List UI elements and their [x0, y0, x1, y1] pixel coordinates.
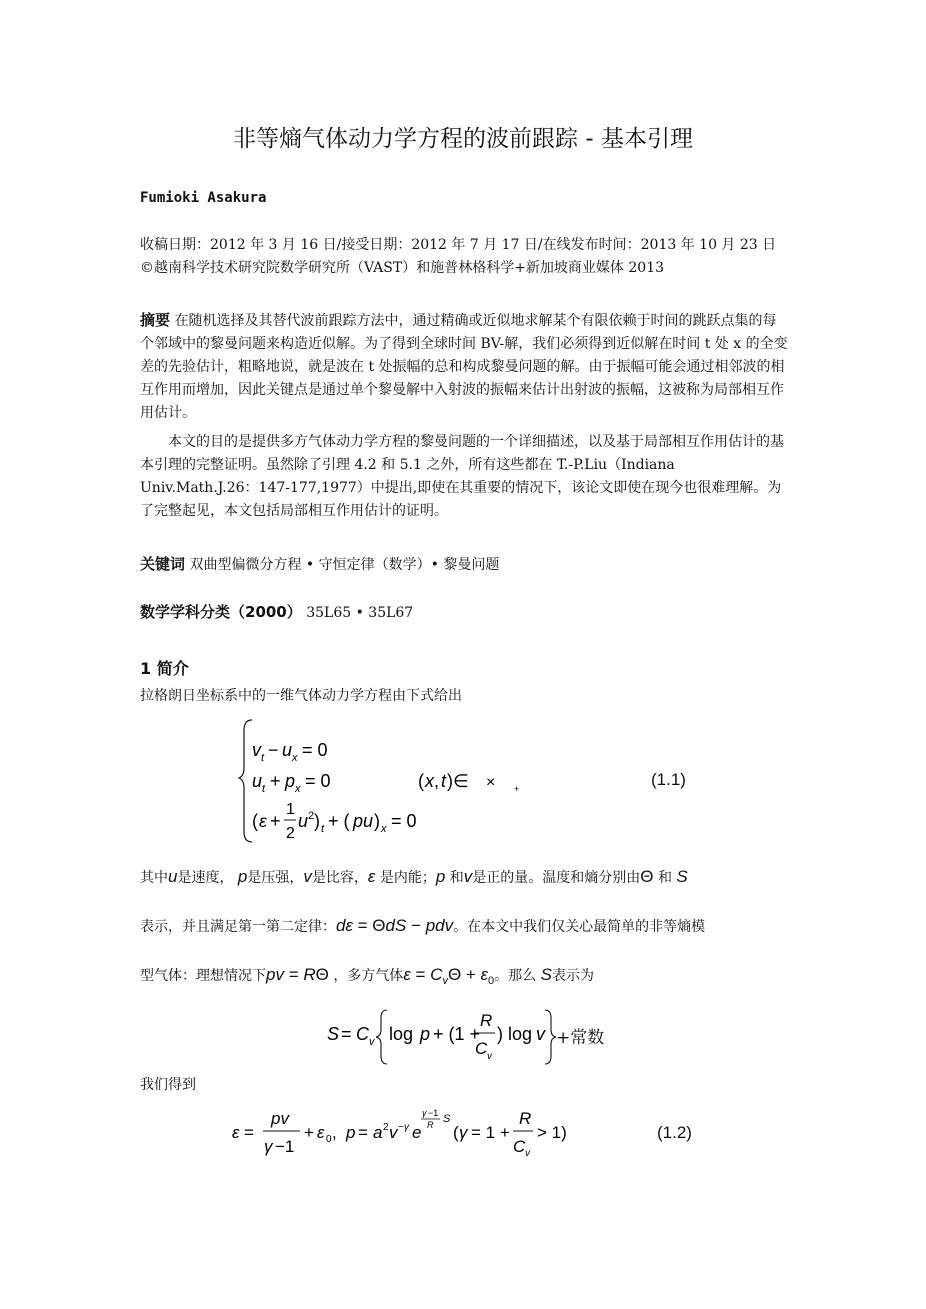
section-intro: 拉格朗日坐标系中的一维气体动力学方程由下式给出	[140, 688, 462, 704]
svg-text:pv: pv	[271, 1109, 289, 1128]
svg-text:v: v	[536, 1024, 545, 1044]
svg-text:γ: γ	[404, 1122, 409, 1133]
svg-text:u: u	[252, 771, 263, 791]
svg-text:= 0: = 0	[305, 771, 331, 791]
svg-text:2: 2	[383, 1122, 389, 1133]
svg-text:v: v	[369, 1036, 375, 1048]
svg-text:0: 0	[326, 1134, 332, 1145]
svg-text:,: ,	[332, 1123, 337, 1142]
svg-text:+: +	[304, 1123, 314, 1142]
svg-text:u: u	[298, 811, 309, 831]
svg-text:+: +	[270, 811, 281, 831]
svg-text:p: p	[420, 1024, 431, 1044]
svg-text:R: R	[480, 1011, 493, 1030]
equation-1-1	[236, 716, 706, 846]
svg-text:(: (	[418, 771, 424, 791]
svg-text:e: e	[412, 1123, 422, 1142]
svg-text:a: a	[373, 1123, 383, 1142]
svg-text:ε: ε	[259, 811, 267, 831]
svg-text:x: x	[292, 752, 298, 764]
svg-text:x: x	[295, 783, 301, 795]
abstract-paragraph-2: 本文的目的是提供多方气体动力学方程的黎曼问题的一个详细描述，以及基于局部相互作用估计的基本引理的完整证明。虽然除了引理 4.2 和 5.1 之外，所有这些都在 T.-P.Liu（Indiana Univ.Math.J.26：147-177,1977）中提出,即使在其重要的情况下，该论文即使在现今也很难理解。为了完整起见，本文包括局部相互作用估计的证明。	[140, 434, 784, 519]
svg-text:): )	[314, 811, 320, 831]
keywords-label: 关键词	[140, 555, 186, 573]
svg-text:R: R	[427, 1120, 434, 1130]
svg-text:t: t	[262, 783, 266, 795]
svg-text:R: R	[519, 1109, 532, 1128]
svg-text:p: p	[285, 771, 296, 791]
svg-text:= 1 +: = 1 +	[471, 1123, 510, 1142]
svg-text:S: S	[327, 1024, 340, 1044]
svg-text:γ: γ	[459, 1123, 468, 1142]
svg-text:+: +	[514, 784, 520, 794]
abstract	[140, 309, 788, 425]
variables-paragraph-line-1: 其中u是速度， p是压强，v是比容，ε 是内能；p 和v是正的量。温度和熵分别由Θ 和 S	[140, 867, 688, 886]
svg-text:=: =	[341, 1024, 352, 1044]
svg-text:C: C	[513, 1137, 526, 1156]
svg-text:−: −	[268, 740, 279, 760]
dates-line: 收稿日期：2012 年 3 月 16 日/接受日期：2012 年 7 月 17 日/在线发布时间：2013 年 10 月 23 日©越南科学技术研究院数学研究所（VAST）和施普林格科学+新加坡商业媒体 2013	[140, 237, 777, 276]
variables-paragraph-line-2: 表示，并且满足第一第二定律：dε = ΘdS − pdv。在本文中我们仅关心最简单的非等熵模	[140, 916, 706, 935]
svg-text:+: +	[270, 771, 281, 791]
svg-text:C: C	[356, 1024, 369, 1044]
svg-text:γ: γ	[422, 1108, 427, 1118]
svg-text:−: −	[398, 1122, 404, 1133]
svg-text:u: u	[282, 740, 293, 760]
svg-text:t: t	[441, 771, 447, 791]
svg-text:x: x	[425, 771, 434, 791]
author-name: Fumioki Asakura	[140, 190, 267, 206]
equation-1-1-number: (1.1)	[651, 770, 686, 789]
svg-text:ε: ε	[232, 1123, 240, 1142]
svg-text:v: v	[389, 1123, 398, 1142]
section-heading: 1 简介	[140, 659, 189, 678]
svg-text:p: p	[346, 1123, 356, 1142]
svg-text:)∈: )∈	[447, 771, 469, 791]
keywords-text: 双曲型偏微分方程 • 守恒定律（数学）• 黎曼问题	[189, 557, 500, 573]
svg-text:pu: pu	[353, 811, 374, 831]
svg-text:x: x	[381, 823, 387, 835]
svg-text:−1: −1	[428, 1108, 439, 1118]
svg-text:(: (	[252, 811, 258, 831]
svg-text:2: 2	[286, 825, 295, 842]
abstract-label: 摘要	[140, 311, 171, 329]
svg-text:= 0: = 0	[302, 740, 328, 760]
svg-text:C: C	[475, 1039, 488, 1058]
svg-text:v: v	[525, 1148, 530, 1159]
equation-1-2-number: (1.2)	[657, 1123, 692, 1142]
svg-text:,: ,	[434, 771, 440, 791]
svg-text:=: =	[244, 1123, 254, 1142]
msc-label: 数学学科分类（2000）	[140, 603, 302, 621]
svg-text:+ (1 +: + (1 +	[433, 1024, 481, 1044]
msc-text: 35L65 • 35L67	[306, 605, 414, 621]
svg-text:= 0: = 0	[391, 811, 417, 831]
svg-text:ε: ε	[317, 1123, 325, 1142]
svg-text:γ: γ	[264, 1137, 273, 1156]
equation-1-2	[228, 1098, 588, 1164]
svg-text:v: v	[487, 1051, 492, 1062]
constant-label: +常数	[556, 1028, 605, 1048]
svg-text:t: t	[261, 752, 265, 764]
svg-text:×: ×	[486, 774, 496, 791]
variables-paragraph-line-3: 型气体：理想情况下pv = RΘ ，多方气体$\varepsilon = C_v\Theta + \varepsilon_0$。那么 S表示为	[140, 965, 594, 987]
svg-text:2: 2	[308, 810, 315, 822]
we-get-text: 我们得到	[140, 1077, 196, 1093]
svg-text:) log: ) log	[497, 1024, 533, 1044]
svg-text:t: t	[321, 823, 325, 835]
svg-text:−1: −1	[275, 1137, 295, 1156]
msc-classification	[140, 601, 788, 625]
svg-text:=: =	[358, 1123, 368, 1142]
svg-text:1: 1	[286, 801, 295, 818]
svg-text:S: S	[443, 1113, 451, 1125]
svg-text:(: (	[453, 1123, 459, 1142]
paper-title: 非等熵气体动力学方程的波前跟踪 - 基本引理	[233, 126, 693, 152]
keywords	[140, 553, 788, 577]
svg-text:): )	[374, 811, 380, 831]
svg-text:+ (: + (	[328, 811, 350, 831]
abstract-paragraph-1: 在随机选择及其替代波前跟踪方法中，通过精确或近似地求解某个有限依赖于时间的跳跃点集的每个邻域中的黎曼问题来构造近似解。为了得到全球时间 BV-解，我们必须得到近似解在时间 t 处 x 的全变差的先验估计，粗略地说，就是波在 t 处振幅的总和构成黎曼问题的解。由于振幅可能会通过相邻波的相互作用而增加，因此关键点是通过单个黎曼解中入射波的振幅来估计出射波的振幅，这被称为局部相互作用估计。	[140, 313, 788, 421]
svg-text:log: log	[389, 1024, 414, 1044]
svg-text:v: v	[252, 740, 261, 760]
svg-text:> 1): > 1)	[537, 1123, 567, 1142]
